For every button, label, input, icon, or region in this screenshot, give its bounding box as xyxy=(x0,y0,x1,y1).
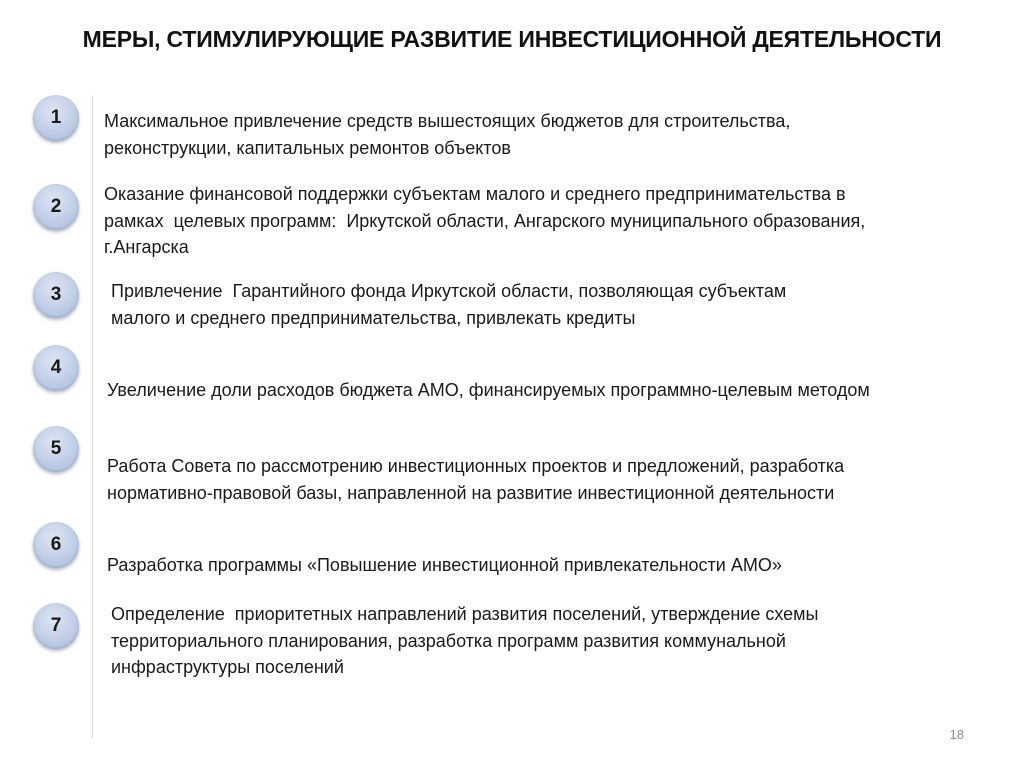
item-1-text xyxy=(104,108,790,161)
item-5-line-1: Работа Совета по рассмотрению инвестиционных проектов и предложений, разработка xyxy=(107,456,845,476)
item-7-line-2: территориального планирования, разработка программ развития коммунальной xyxy=(111,630,786,651)
vertical-divider xyxy=(92,95,93,738)
item-2-line-2: рамках целевых программ: Иркутской области, Ангарского муниципального образования, xyxy=(104,210,866,231)
item-3-text xyxy=(111,278,786,331)
item-4-text xyxy=(107,377,870,404)
item-2-line-3: г.Ангарска xyxy=(104,237,189,257)
item-7-text xyxy=(111,601,819,681)
item-5-text xyxy=(107,453,844,506)
item-5-line-2: нормативно-правовой базы, направленной на развитие инвестиционной деятельности xyxy=(107,482,835,503)
number-badge-1: 1 xyxy=(33,95,79,141)
item-2-text xyxy=(104,181,865,261)
number-badge-2: 2 xyxy=(33,184,79,230)
number-badge-5: 5 xyxy=(33,426,79,472)
slide-title: МЕРЫ, СТИМУЛИРУЮЩИЕ РАЗВИТИЕ ИНВЕСТИЦИОННОЙ ДЕЯТЕЛЬНОСТИ xyxy=(82,26,942,52)
item-6-text xyxy=(107,552,782,579)
page-number: 18 xyxy=(949,727,964,742)
item-7-line-3: инфраструктуры поселений xyxy=(111,657,344,677)
item-2-line-1: Оказание финансовой поддержки субъектам малого и среднего предпринимательства в xyxy=(104,184,846,204)
item-4-line-1: Увеличение доли расходов бюджета АМО, финансируемых программно-целевым методом xyxy=(107,380,870,400)
number-badge-4: 4 xyxy=(33,345,79,391)
item-1-line-1: Максимальное привлечение средств вышестоящих бюджетов для строительства, xyxy=(104,111,791,131)
number-badge-6: 6 xyxy=(33,522,79,568)
number-badge-3: 3 xyxy=(33,272,79,318)
item-1-line-2: реконструкции, капитальных ремонтов объектов xyxy=(104,137,511,158)
item-7-line-1: Определение приоритетных направлений развития поселений, утверждение схемы xyxy=(111,604,819,624)
item-3-line-1: Привлечение Гарантийного фонда Иркутской области, позволяющая субъектам xyxy=(111,281,787,301)
number-badge-7: 7 xyxy=(33,603,79,649)
item-3-line-2: малого и среднего предпринимательства, привлекать кредиты xyxy=(111,307,636,328)
item-6-line-1: Разработка программы «Повышение инвестиционной привлекательности АМО» xyxy=(107,555,782,575)
